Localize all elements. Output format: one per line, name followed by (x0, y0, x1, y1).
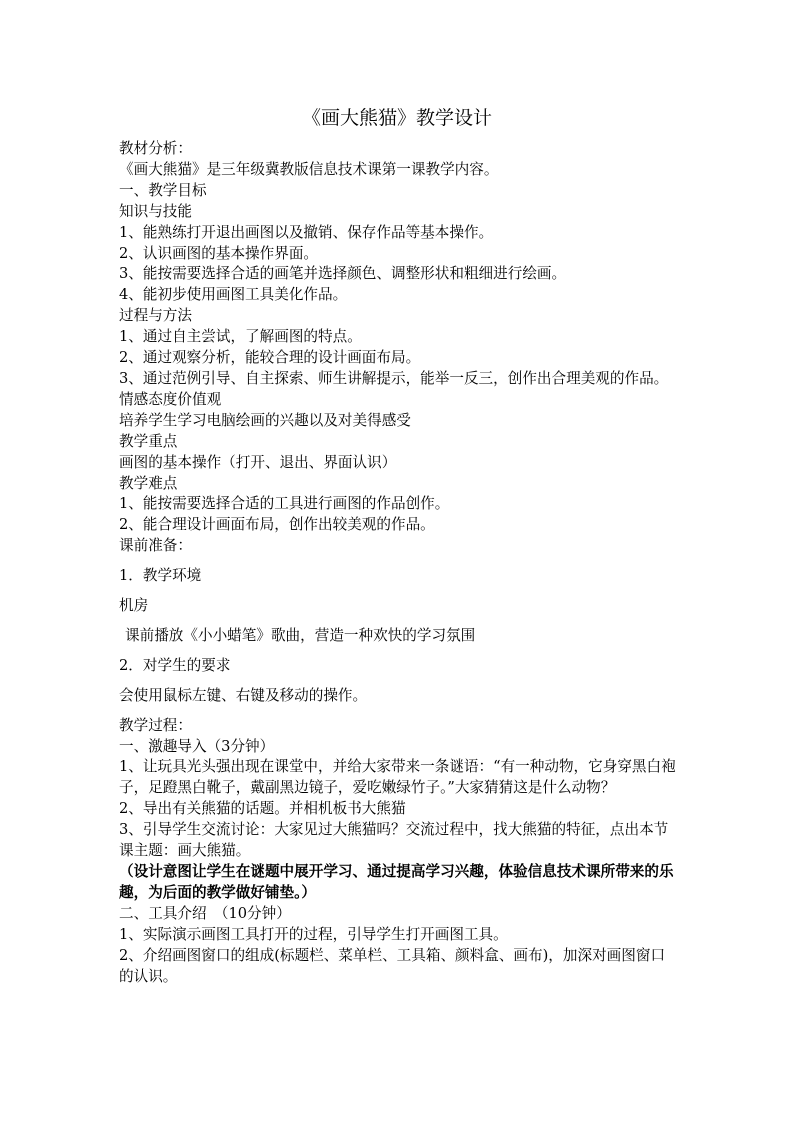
subsection-heading: 情感态度价值观 (119, 390, 222, 408)
list-item: 3、通过范例引导、自主探索、师生讲解提示，能举一反三，创作出合理美观的作品。 (119, 369, 669, 387)
document-title: 《画大熊猫》教学设计 (301, 107, 492, 129)
list-item: 2．对学生的要求 (119, 656, 231, 674)
list-item: 1、能按需要选择合适的工具进行画图的作品创作。 (119, 495, 450, 513)
list-item: 4、能初步使用画图工具美化作品。 (119, 286, 348, 304)
subsection-heading: 教学重点 (119, 432, 178, 450)
list-item: 3、引导学生交流讨论：大家见过大熊猫吗？交流过程中，找大熊猫的特征，点出本节课主题：画大熊猫。 (119, 821, 669, 860)
body-line: 机房 (119, 597, 149, 615)
design-intent-note: （设计意图让学生在谜题中展开学习、通过提高学习兴趣，体验信息技术课所带来的乐趣，为后面的教学做好铺垫。） (119, 863, 674, 901)
section-heading: 课前准备： (119, 537, 192, 555)
list-item: 2、介绍画图窗口的组成(标题栏、菜单栏、工具箱、颜料盒、画布)，加深对画图窗口的认识。 (119, 946, 666, 985)
body-line: 《画大熊猫》是三年级冀教版信息技术课第一课教学内容。 (119, 160, 499, 178)
list-item: 1、实际演示画图工具打开的过程，引导学生打开画图工具。 (119, 925, 508, 943)
body-line: 会使用鼠标左键、右键及移动的操作。 (119, 686, 368, 704)
list-item: 1、让玩具光头强出现在课堂中，并给大家带来一条谜语：“有一种动物，它身穿黑白袍子，足蹬黑白靴子，戴副黑边镜子，爱吃嫩绿竹子。”大家猜猜这是什么动物？ (119, 758, 676, 797)
subsection-heading: 过程与方法 (119, 307, 192, 325)
list-item: 1、能熟练打开退出画图以及撤销、保存作品等基本操作。 (119, 223, 494, 241)
list-item: 3、能按需要选择合适的画笔并选择颜色、调整形状和粗细进行绘画。 (119, 265, 567, 283)
subsection-heading: 教学难点 (119, 474, 178, 492)
section-heading: 一、教学目标 (119, 181, 207, 199)
list-item: 2、能合理设计画面布局，创作出较美观的作品。 (119, 516, 435, 534)
section-heading: 教材分析： (119, 140, 192, 157)
body-line: 画图的基本操作（打开、退出、界面认识） (119, 453, 397, 471)
section-heading: 教学过程： (119, 716, 192, 734)
document-body (119, 139, 679, 987)
list-item: 2、通过观察分析，能较合理的设计画面布局。 (119, 349, 421, 367)
section-heading: 二、工具介绍 （10分钟） (119, 904, 291, 922)
section-heading: 一、激趣导入（3分钟） (119, 737, 275, 755)
list-item: 1．教学环境 (119, 567, 202, 585)
subsection-heading: 知识与技能 (119, 202, 192, 220)
body-line: 课前播放《小小蜡笔》歌曲，营造一种欢快的学习氛围 (125, 626, 476, 644)
body-line: 培养学生学习电脑绘画的兴趣以及对美得感受 (119, 411, 411, 429)
list-item: 1、通过自主尝试，了解画图的特点。 (119, 328, 362, 346)
list-item: 2、认识画图的基本操作界面。 (119, 244, 319, 262)
list-item: 2、导出有关熊猫的话题。并相机板书大熊猫 (119, 800, 406, 818)
